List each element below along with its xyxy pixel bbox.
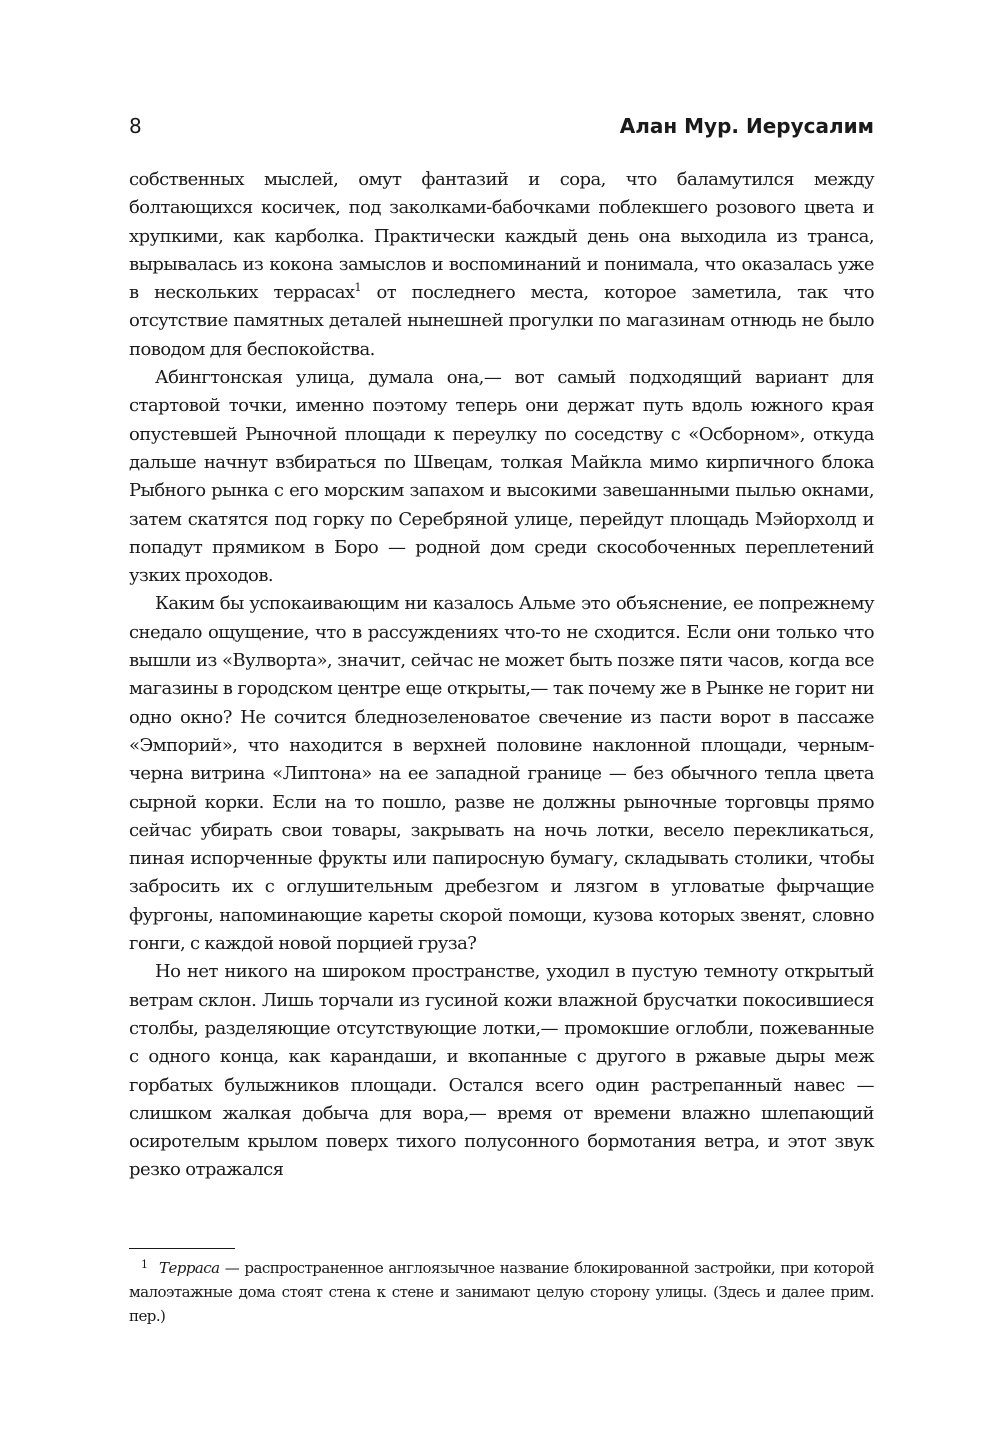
paragraph-4: Но нет никого на широком пространстве, уходил в пустую темноту открытый ветрам склон. Лишь торчали из гусиной кожи влажной брусчатки покосившиеся столбы, разделяющие отсутствующие лотки,— промокшие оглобли, пожеванные с одного конца, как карандаши, и вкопанные с другого в ржавые дыры меж горбатых булыжников площади. Остался всего один растрепанный навес — слишком жалкая добыча для вора,— время от времени влажно шлепающий осиротелым крылом поверх тихого полусонного бормотания ветра, и этот звук резко отражался <box>129 961 874 1181</box>
footnote-reference: 1 <box>354 281 361 295</box>
paragraph-1 <box>129 166 874 364</box>
footnote-term: Терраса <box>159 1259 220 1277</box>
footnote-paragraph: 1 Терраса — распространенное англоязычное название блокированной застройки, при которой малоэтажные дома стоят стена к стене и занимают целую сторону улицы. (Здесь и далее прим. пер.) <box>129 1258 874 1325</box>
paragraph-2: Абингтонская улица, думала она,— вот самый подходящий вариант для стартовой точки, именно поэтому теперь они держат путь вдоль южного края опустевшей Рыночной площади к переулку по соседству с «Осборном», откуда дальше начнут взбираться по Швецам, толкая Майкла мимо кирпичного блока Рыбного рынка с его морским запахом и высокими завешанными пылью окнами, затем скатятся под горку по Серебряной улице, перейдут площадь Мэйорхолд и попадут прямиком в Боро — родной дом среди скособоченных переплетений узких проходов. <box>129 367 874 587</box>
footnote-text: — распространенное англоязычное название блокированной застройки, при которой малоэтажные дома стоят стена к стене и занимают целую сторону улицы. (Здесь и далее прим. пер.) <box>129 1259 874 1325</box>
page-header <box>129 112 874 146</box>
paragraph-3: Каким бы успокаивающим ни казалось Альме это объяснение, ее попрежнему снедало ощущение, что в рассуждениях что-то не сходится. Если они только что вышли из «Вулворта», значит, сейчас не может быть позже пяти часов, когда все магазины в городском центре еще открыты,— так почему же в Рынке не горит ни одно окно? Не сочится бледнозеленоватое свечение из пасти ворот в пассаже «Эмпорий», что находится в верхней половине наклонной площади, черным-черна витрина «Липтона» на ее западной границе — без обычного тепла цвета сырной корки. Если на то пошло, разве не должны рыночные торговцы прямо сейчас убирать свои товары, закрывать на ночь лотки, весело перекликаться, пиная испорченные фрукты или папиросную бумагу, складывать столики, чтобы забросить их с оглушительным дребезгом и лязгом в угловатые фырчащие фургоны, напоминающие кареты скорой помощи, кузова которых звенят, словно гонги, с каждой новой порцией груза? <box>129 593 874 955</box>
footnote-divider <box>129 1248 235 1249</box>
running-title: Алан Мур. Иерусалим <box>619 114 874 138</box>
body-text <box>129 166 874 1185</box>
paragraph-1-text: собственных мыслей, омут фантазий и сора, что баламутился между болтающихся косичек, под заколками-бабочками поблекшего розового цвета и хрупкими, как карболка. Практически каждый день она выходила из транса, вырывалась из кокона замыслов и воспоминаний и понимала, что оказалась уже в нескольких террасах <box>129 169 874 304</box>
paragraph-1-continuation: от последнего места, которое заметила, так что отсутствие памятных деталей нынешней прогулки по магазинам отнюдь не было поводом для беспокойства. <box>129 282 874 360</box>
book-page <box>129 112 874 1325</box>
page-number: 8 <box>129 114 142 138</box>
footnote <box>129 1256 874 1328</box>
